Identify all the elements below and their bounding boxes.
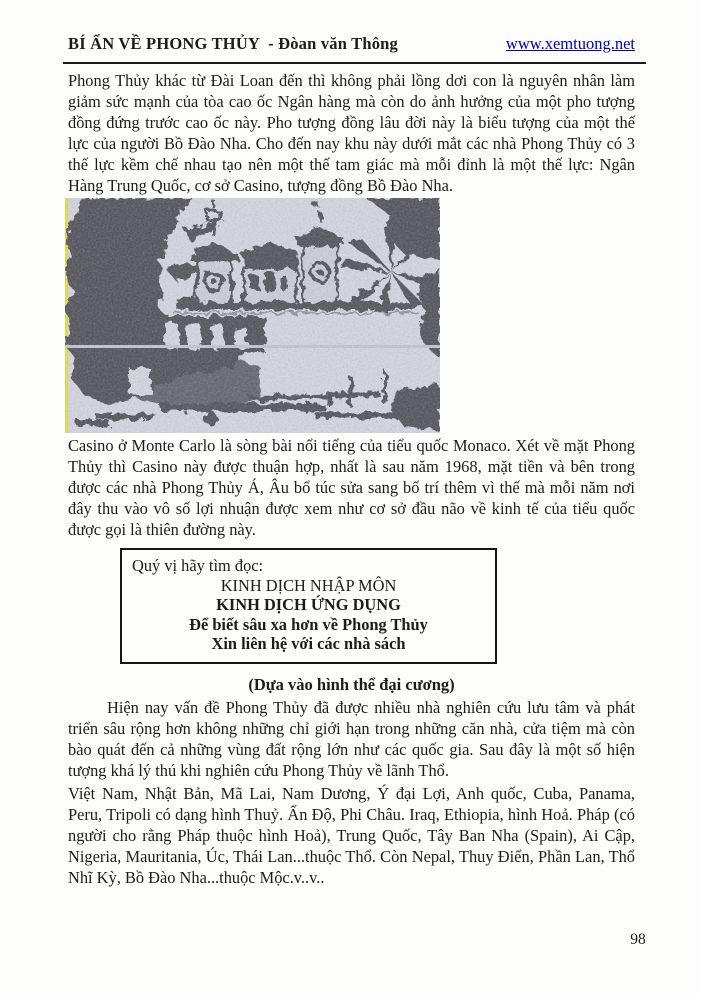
section-heading: (Dựa vào hình thể đại cương) — [248, 674, 455, 694]
promo-book-title-1: KINH DỊCH NHẬP MÔN — [220, 575, 397, 595]
promo-note-2: Xin liên hệ với các nhà sách — [211, 634, 406, 653]
scanned-photo-graphic — [65, 198, 440, 433]
paragraph-casino: Casino ở Monte Carlo là sòng bài nổi tiếng của tiểu quốc Monaco. Xét về mặt Phong Thủy thì Casino này được thuận hợp, nhất là sau năm 1968, mặt tiền và bên trong được các nhà Phong Thủy Á, Âu bổ túc sửa sang bố trí thêm vì thế mà mỗi năm nơi đây thu vào vô số lợi nhuận được xem như cơ sở đầu não về kinh tế của tiểu quốc được gọi là thiên đường này. — [68, 436, 635, 539]
page-header — [68, 34, 635, 54]
paragraph-intro: Phong Thủy khác từ Đài Loan đến thì không phải lồng dơi con là nguyên nhân làm giảm sức mạnh của tòa cao ốc Ngân hàng mà còn do ảnh hưởng của một pho tượng đồng đứng trước cao ốc này. Pho tượng đồng lâu đời này là biểu tượng của một thế lực của người Bồ Đào Nha. Cho đến nay khu này dưới mắt các nhà Phong Thủy có 3 thế lực kềm chế nhau tạo nên một thế tam giác mà mỗi đỉnh là một thế lực: Ngân Hàng Trung Quốc, cơ sở Casino, tượng đồng Bồ Đào Nha. — [68, 71, 635, 195]
document-title: BÍ ẨN VỀ PHONG THỦY - Đòan văn Thông — [68, 34, 398, 53]
book-promo-box — [120, 548, 497, 664]
promo-book-title-2: KINH DỊCH ỨNG DỤNG — [216, 595, 401, 614]
document-page — [68, 34, 635, 888]
page-number: 98 — [630, 931, 646, 948]
promo-note-1: Để biết sâu xa hơn về Phong Thủy — [189, 614, 428, 634]
promo-intro: Quý vị hãy tìm đọc: — [132, 556, 264, 575]
website-link[interactable]: www.xemtuong.net — [505, 34, 635, 53]
casino-monte-carlo-photo — [65, 198, 440, 433]
paragraph-countries: Việt Nam, Nhật Bản, Mã Lai, Nam Dương, Ý đại Lợi, Anh quốc, Cuba, Panama, Peru, Tripoli có dạng hình Thuỷ. Ấn Độ, Phi Châu. Iraq, Ethiopia, hình Hoả. Pháp (có người cho rằng Pháp thuộc hình Hoả), Trung Quốc, Tây Ban Nha (Spain), Ai Cập, Nigeria, Mauritania, Úc, Thái Lan...thuộc Thổ. Còn Nepal, Thuy Điển, Phần Lan, Thổ Nhĩ Kỳ, Bồ Đào Nha...thuộc Mộc.v..v.. — [68, 783, 635, 887]
header-divider — [63, 62, 646, 64]
paragraph-research: Hiện nay vấn đề Phong Thủy đã được nhiều nhà nghiên cứu lưu tâm và phát triển sâu rộng hơn không những chỉ giới hạn trong những căn nhà, cửa tiệm mà còn bào quát đến cả những vùng đất rộng lớn như các quốc gia. Sau đây là một số hiện tượng khá lý thú khi nghiên cứu Phong Thủy về lãnh Thổ. — [68, 697, 635, 780]
